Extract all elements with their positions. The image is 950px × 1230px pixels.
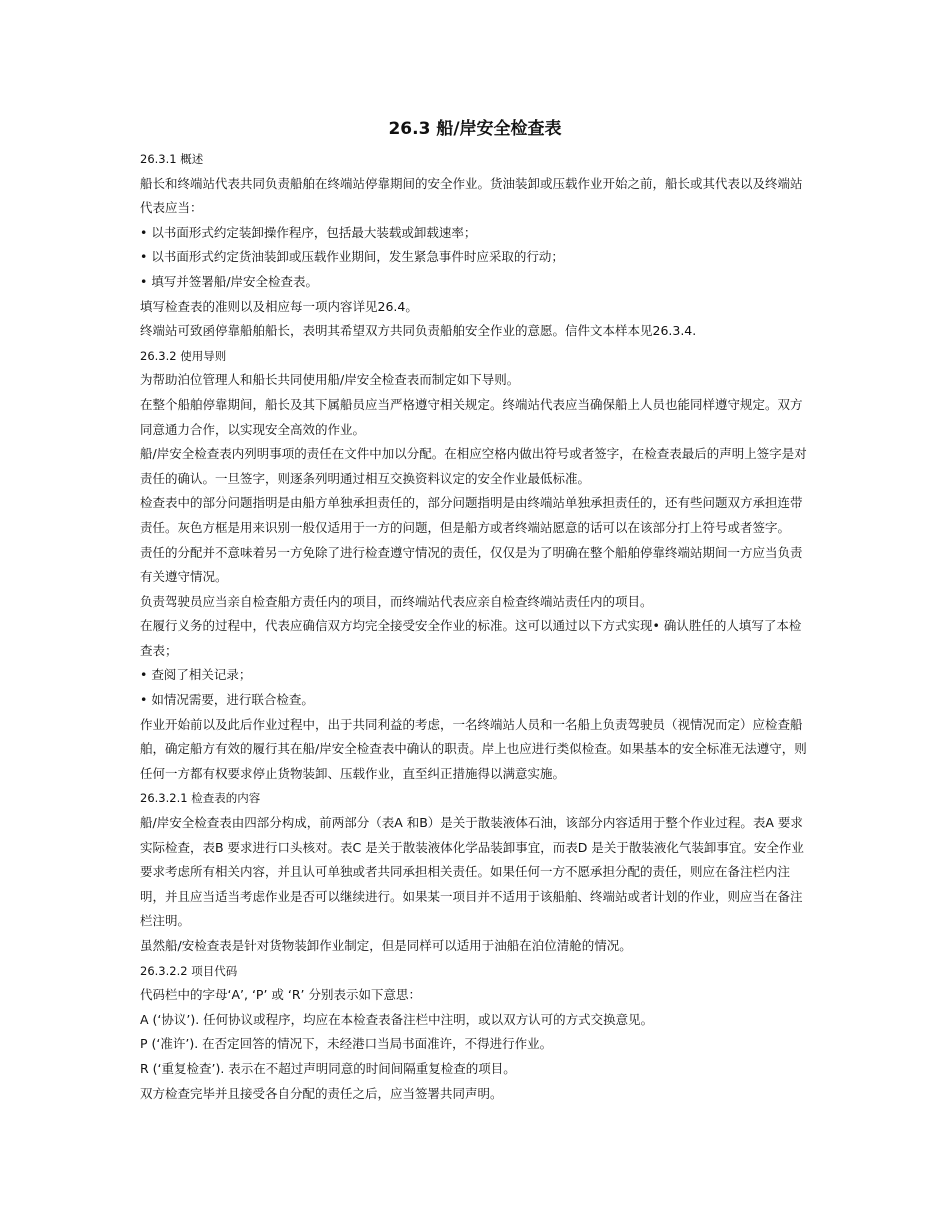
paragraph: 双方检查完毕并且接受各自分配的责任之后，应当签署共同声明。 bbox=[140, 1085, 503, 1101]
paragraph: 检查表中的部分问题指明是由船方单独承担责任的，部分问题指明是由终端站单独承担责任的，还有些问题双方承担连带责任。灰色方框是用来识别一般仅适用于一方的问题，但是船方或者终端站愿意的话可以在该部分打上符号或者签字。 bbox=[140, 495, 803, 535]
paragraph: 作业开始前以及此后作业过程中，出于共同利益的考虑，一名终端站人员和一名船上负责驾驶员（视情况而定）应检查船舶，确定船方有效的履行其在船/岸安全检查表中确认的职责。岸上也应进行类似检查。如果基本的安全标准无法遵守，则任何一方都有权要求停止货物装卸、压载作业，直至纠正措施得以满意实施。 bbox=[140, 716, 807, 781]
paragraph: R (‘重复检查’). 表示在不超过声明同意的时间间隔重复检查的项目。 bbox=[140, 1060, 516, 1076]
paragraph: 责任的分配并不意味着另一方免除了进行检查遵守情况的责任，仅仅是为了明确在整个船舶停靠终端站期间一方应当负责有关遵守情况。 bbox=[140, 544, 803, 585]
document-title: 26.3 船/岸安全检查表 bbox=[388, 119, 562, 139]
bullet-item: • 以书面形式约定货油装卸或压载作业期间，发生紧急事件时应采取的行动； bbox=[140, 249, 564, 265]
bullet-item: • 填写并签署船/岸安全检查表。 bbox=[140, 273, 319, 289]
paragraph: 在整个船舶停靠期间，船长及其下属船员应当严格遵守相关规定。终端站代表应当确保船上人员也能同样遵守规定。双方同意通力合作，以实现安全高效的作业。 bbox=[140, 396, 803, 437]
document-body bbox=[140, 147, 812, 1106]
section-heading: 26.3.1 概述 bbox=[140, 152, 204, 166]
paragraph: 虽然船/安检查表是针对货物装卸作业制定，但是同样可以适用于油船在泊位清舱的情况。 bbox=[140, 938, 632, 953]
paragraph: 终端站可致函停靠船舶船长，表明其希望双方共同负责船舶安全作业的意愿。信件文本样本见26.3.4. bbox=[140, 323, 697, 339]
section-heading: 26.3.2.1 检查表的内容 bbox=[140, 791, 261, 806]
paragraph: P (‘准许’). 在否定回答的情况下，未经港口当局书面准许，不得进行作业。 bbox=[140, 1036, 553, 1052]
paragraph: 为帮助泊位管理人和船长共同使用船/岸安全检查表而制定如下导则。 bbox=[140, 372, 520, 388]
paragraph: 船/岸安全检查表由四部分构成，前两部分（表A 和B）是关于散装液体石油，该部分内容适用于整个作业过程。表A 要求实际检查，表B 要求进行口头核对。表C 是关于散装液体化学品装卸事宜，而表D 是关于散装液化气装卸事宜。安全作业要求考虑所有相关内容，并且认可单独或者共同承担相关责任。如果任何一方不愿承担分配的责任，则应在备注栏内注明，并且应当适当考虑作业是否可以继续进行。如果某一项目并不适用于该船舶、终端站或者计划的作业，则应当在备注栏注明。 bbox=[140, 815, 804, 929]
section-heading: 26.3.2 使用导则 bbox=[140, 348, 227, 363]
paragraph: 代码栏中的字母‘A’, ‘P’ 或 ‘R’ 分别表示如下意思： bbox=[140, 987, 421, 1003]
bullet-item: • 如情况需要，进行联合检查。 bbox=[140, 692, 314, 708]
paragraph: 负责驾驶员应当亲自检查船方责任内的项目，而终端站代表应亲自检查终端站责任内的项目。 bbox=[140, 593, 653, 609]
paragraph: 填写检查表的准则以及相应每一项内容详见26.4。 bbox=[140, 298, 418, 314]
bullet-item: • 查阅了相关记录； bbox=[140, 667, 252, 683]
paragraph: 船长和终端站代表共同负责船舶在终端站停靠期间的安全作业。货油装卸或压载作业开始之前，船长或其代表以及终端站代表应当： bbox=[140, 175, 803, 216]
bullet-item: • 以书面形式约定装卸操作程序，包括最大装载或卸载速率； bbox=[140, 224, 477, 240]
paragraph: 船/岸安全检查表内列明事项的责任在文件中加以分配。在相应空格内做出符号或者签字，在检查表最后的声明上签字是对责任的确认。一旦签字，则逐条列明通过相互交换资料议定的安全作业最低标准。 bbox=[140, 446, 807, 486]
section-heading: 26.3.2.2 项目代码 bbox=[140, 963, 238, 978]
paragraph: 在履行义务的过程中，代表应确信双方均完全接受安全作业的标准。这可以通过以下方式实现• 确认胜任的人填写了本检查表； bbox=[140, 618, 802, 658]
paragraph: A (‘协议’). 任何协议或程序，均应在本检查表备注栏中注明，或以双方认可的方式交换意见。 bbox=[140, 1011, 654, 1027]
